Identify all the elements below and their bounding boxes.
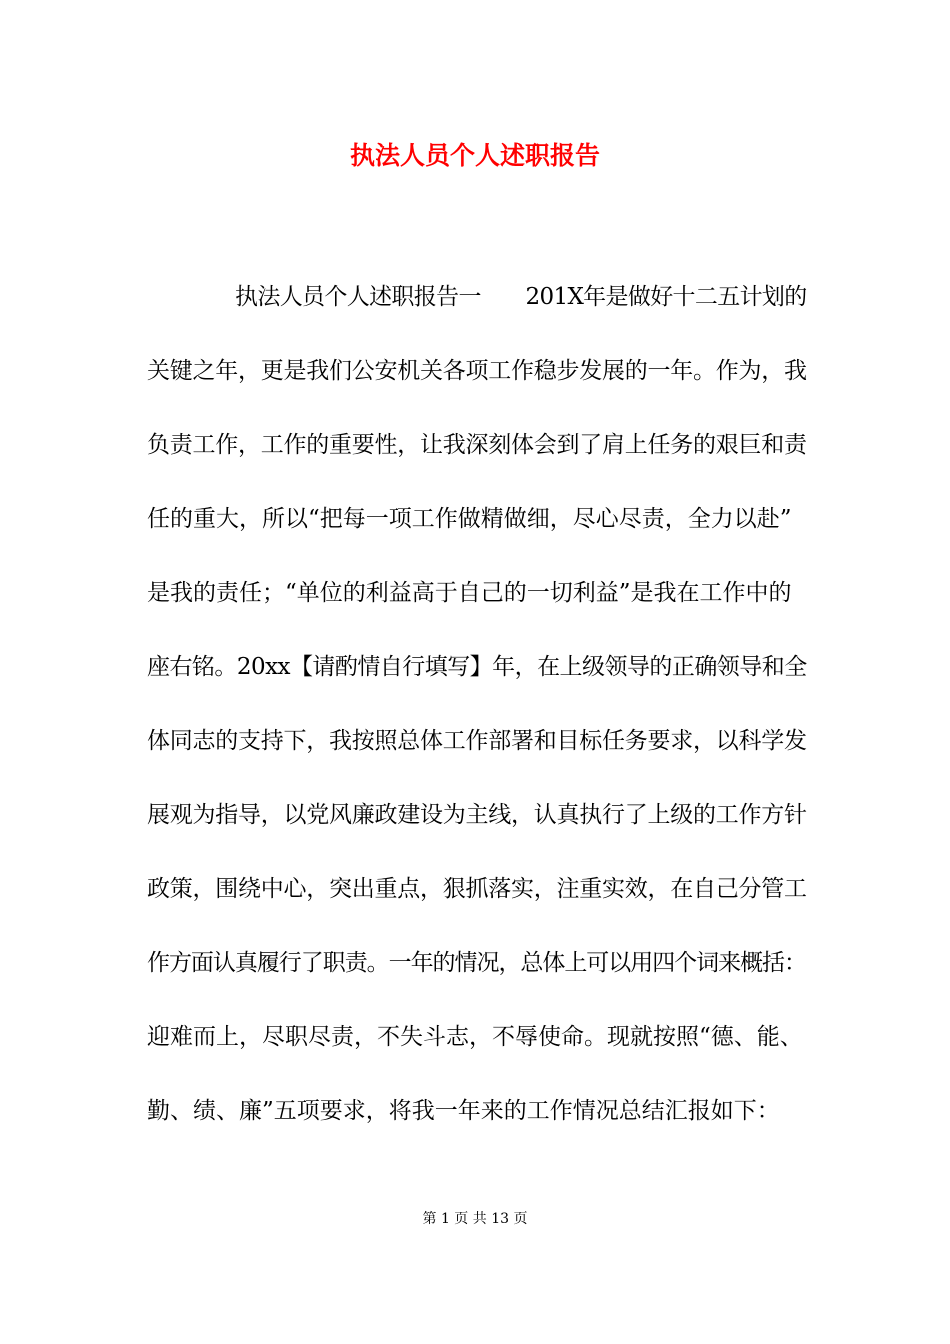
paragraph-line: 执法人员个人述职报告一 201X年是做好十二五计划的 <box>235 284 807 310</box>
paragraph-line: 关键之年，更是我们公安机关各项工作稳步发展的一年。作为，我 <box>147 358 807 384</box>
paragraph-line: 勤、绩、廉”五项要求，将我一年来的工作情况总结汇报如下： <box>147 1098 780 1124</box>
paragraph-line: 政策，围绕中心，突出重点，狠抓落实，注重实效，在自己分管工 <box>147 876 807 902</box>
paragraph-line: 任的重大，所以“把每一项工作做精做细，尽心尽责，全力以赴” <box>147 506 792 532</box>
paragraph-line: 体同志的支持下，我按照总体工作部署和目标任务要求，以科学发 <box>147 728 807 754</box>
paragraph-line: 展观为指导，以党风廉政建设为主线，认真执行了上级的工作方针 <box>147 802 807 828</box>
paragraph-line: 是我的责任；“单位的利益高于自己的一切利益”是我在工作中的 <box>147 580 792 606</box>
paragraph-line: 迎难而上，尽职尽责，不失斗志，不辱使命。现就按照“德、能、 <box>147 1024 803 1050</box>
paragraph-line: 座右铭。20xx【请酌情自行填写】年，在上级领导的正确领导和全 <box>147 654 807 680</box>
paragraph-line: 作方面认真履行了职责。一年的情况，总体上可以用四个词来概括： <box>147 950 806 976</box>
paragraph-line: 负责工作，工作的重要性，让我深刻体会到了肩上任务的艰巨和责 <box>147 432 807 458</box>
page-number-footer: 第 1 页 共 13 页 <box>422 1211 528 1227</box>
document-title: 执法人员个人述职报告 <box>349 141 600 170</box>
